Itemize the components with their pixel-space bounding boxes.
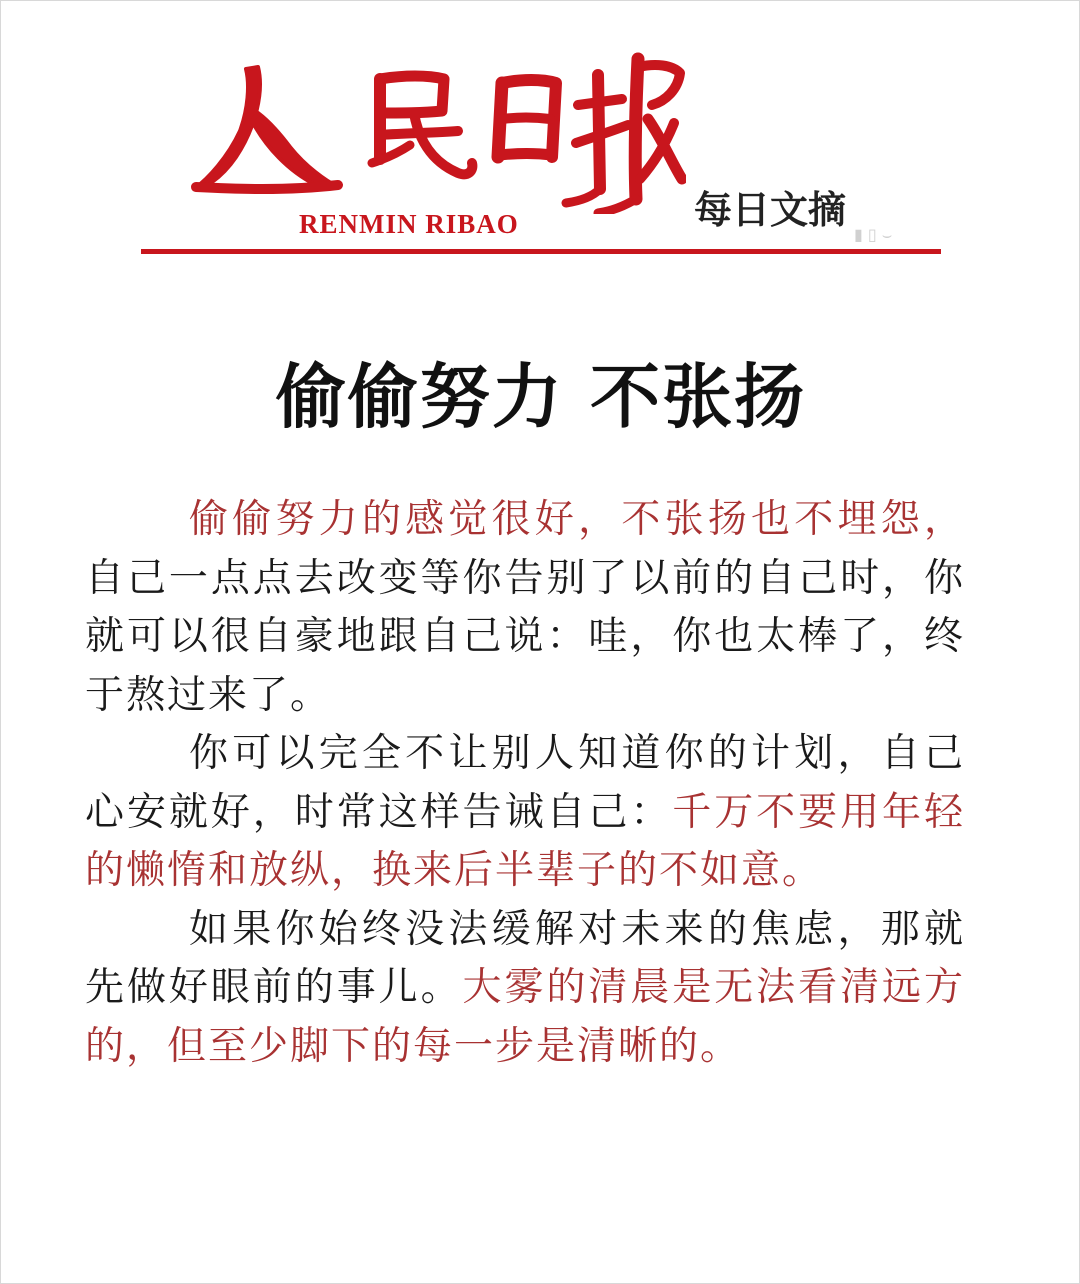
masthead-logo — [166, 39, 686, 214]
masthead-pinyin: RENMIN RIBAO — [299, 209, 519, 239]
paragraph-1-highlight: 偷偷努力的感觉很好，不张扬也不埋怨， — [189, 497, 965, 542]
paragraph-3-text: 如果你始终没法缓解对未来的焦虑，那就先做好眼前的事儿。 — [85, 906, 965, 1010]
paragraph-3-highlight: 大雾的清晨是无法看清远方的，但至少脚下的每一步是清晰的。 — [85, 965, 965, 1069]
paragraph-1 — [85, 491, 965, 725]
masthead-rule — [141, 249, 941, 254]
digest-label: 每日文摘 — [694, 188, 847, 232]
watermark: ▮ ▯ ⌣ — [854, 225, 893, 244]
paragraph-3 — [85, 901, 965, 1077]
paragraph-2 — [85, 725, 965, 901]
article-title: 偷偷努力 不张扬 — [275, 356, 807, 438]
article-body — [85, 491, 965, 1076]
masthead — [141, 39, 941, 259]
paragraph-2-text: 你可以完全不让别人知道你的计划，自己心安就好，时常这样告诫自己： — [85, 731, 965, 835]
paragraph-1-text: 自己一点点去改变等你告别了以前的自己时，你就可以很自豪地跟自己说：哇，你也太棒了，终于熬过来了。 — [85, 555, 965, 718]
paragraph-2-highlight: 千万不要用年轻的懒惰和放纵，换来后半辈子的不如意。 — [85, 789, 965, 893]
